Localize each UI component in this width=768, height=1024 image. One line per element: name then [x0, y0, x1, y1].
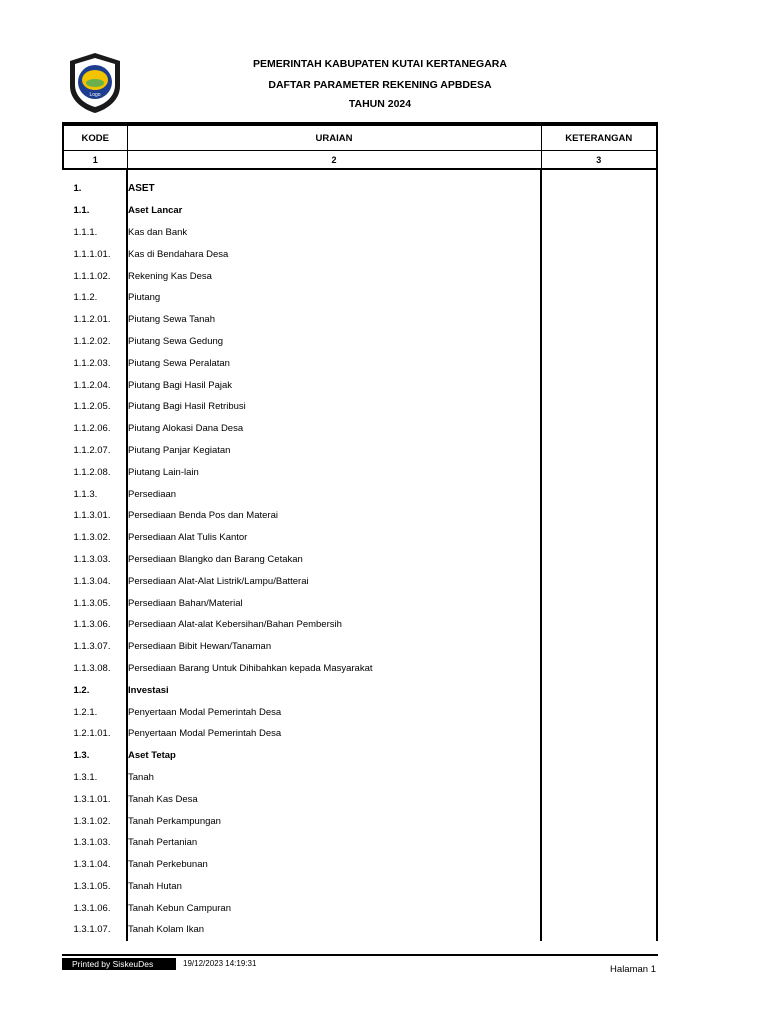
table-row	[63, 352, 657, 374]
account-description: Aset Tetap	[127, 745, 541, 767]
table-row	[63, 679, 657, 701]
column-number-1: 1	[63, 151, 127, 170]
table-row	[63, 723, 657, 745]
table-row	[63, 788, 657, 810]
account-code: 1.2.1.01.	[63, 723, 127, 745]
account-code: 1.1.2.07.	[63, 440, 127, 462]
account-description: Piutang	[127, 287, 541, 309]
column-header-keterangan: KETERANGAN	[541, 126, 657, 151]
column-number-row	[63, 151, 657, 170]
account-code: 1.1.3.07.	[63, 636, 127, 658]
table-row	[63, 505, 657, 527]
logo-text: Logo	[89, 92, 101, 98]
account-description: Tanah Perkebunan	[127, 854, 541, 876]
account-code: 1.1.2.06.	[63, 418, 127, 440]
table-row	[63, 265, 657, 287]
table-row	[63, 483, 657, 505]
table-row	[63, 592, 657, 614]
account-description: Tanah Kebun Campuran	[127, 897, 541, 919]
account-description: Tanah Hutan	[127, 876, 541, 898]
table-row	[63, 527, 657, 549]
account-description: Persediaan Barang Untuk Dihibahkan kepada Masyarakat	[127, 658, 541, 680]
table-row	[63, 854, 657, 876]
table-row	[63, 810, 657, 832]
table-row	[63, 832, 657, 854]
account-remark	[541, 788, 657, 810]
table-row	[63, 745, 657, 767]
account-code: 1.3.1.01.	[63, 788, 127, 810]
account-remark	[541, 614, 657, 636]
account-description: Persediaan Benda Pos dan Materai	[127, 505, 541, 527]
account-description: Persediaan Bahan/Material	[127, 592, 541, 614]
account-remark	[541, 309, 657, 331]
account-remark	[541, 592, 657, 614]
account-code: 1.3.1.02.	[63, 810, 127, 832]
account-description: ASET	[127, 178, 541, 200]
table-row	[63, 919, 657, 941]
account-remark	[541, 810, 657, 832]
column-number-3: 3	[541, 151, 657, 170]
account-description: Piutang Panjar Kegiatan	[127, 440, 541, 462]
account-code: 1.1.1.01.	[63, 243, 127, 265]
account-description: Persediaan Blangko dan Barang Cetakan	[127, 549, 541, 571]
footer-divider	[62, 954, 658, 956]
table-row	[63, 222, 657, 244]
account-code: 1.1.3.06.	[63, 614, 127, 636]
account-code: 1.3.1.06.	[63, 897, 127, 919]
account-description: Persediaan Alat-alat Kebersihan/Bahan Pembersih	[127, 614, 541, 636]
account-description: Tanah Pertanian	[127, 832, 541, 854]
account-description: Piutang Sewa Gedung	[127, 331, 541, 353]
table-row	[63, 287, 657, 309]
account-remark	[541, 200, 657, 222]
account-description: Rekening Kas Desa	[127, 265, 541, 287]
account-code: 1.2.	[63, 679, 127, 701]
account-remark	[541, 374, 657, 396]
account-description: Penyertaan Modal Pemerintah Desa	[127, 701, 541, 723]
account-description: Tanah	[127, 767, 541, 789]
account-code: 1.3.1.04.	[63, 854, 127, 876]
account-remark	[541, 505, 657, 527]
table-row	[63, 200, 657, 222]
account-code: 1.1.1.	[63, 222, 127, 244]
account-table	[62, 126, 658, 941]
account-code: 1.3.	[63, 745, 127, 767]
account-remark	[541, 222, 657, 244]
account-description: Piutang Bagi Hasil Retribusi	[127, 396, 541, 418]
account-code: 1.3.1.03.	[63, 832, 127, 854]
account-code: 1.1.2.	[63, 287, 127, 309]
table-row	[63, 331, 657, 353]
account-code: 1.1.2.02.	[63, 331, 127, 353]
column-number-2: 2	[127, 151, 541, 170]
table-row	[63, 614, 657, 636]
account-code: 1.1.2.08.	[63, 461, 127, 483]
account-remark	[541, 679, 657, 701]
account-remark	[541, 549, 657, 571]
table-row	[63, 396, 657, 418]
account-description: Piutang Alokasi Dana Desa	[127, 418, 541, 440]
account-remark	[541, 636, 657, 658]
account-description: Tanah Kolam Ikan	[127, 919, 541, 941]
account-description: Investasi	[127, 679, 541, 701]
account-code: 1.1.3.02.	[63, 527, 127, 549]
account-remark	[541, 396, 657, 418]
table-row	[63, 658, 657, 680]
table-row	[63, 309, 657, 331]
header-year: TAHUN 2024	[348, 98, 412, 110]
account-remark	[541, 440, 657, 462]
column-header-kode: KODE	[63, 126, 127, 151]
table-row	[63, 767, 657, 789]
table-row	[63, 876, 657, 898]
account-remark	[541, 745, 657, 767]
account-description: Penyertaan Modal Pemerintah Desa	[127, 723, 541, 745]
table-row	[63, 178, 657, 200]
header-title-1: PEMERINTAH KABUPATEN KUTAI KERTANEGARA	[253, 58, 507, 70]
account-code: 1.1.3.04.	[63, 570, 127, 592]
page-number: Halaman 1	[610, 964, 656, 975]
account-code: 1.1.	[63, 200, 127, 222]
account-description: Persediaan Bibit Hewan/Tanaman	[127, 636, 541, 658]
table-row	[63, 461, 657, 483]
table-row	[63, 243, 657, 265]
account-description: Persediaan Alat Tulis Kantor	[127, 527, 541, 549]
account-code: 1.3.1.07.	[63, 919, 127, 941]
account-code: 1.	[63, 178, 127, 200]
printed-by-label: Printed by SiskeuDes	[62, 958, 176, 970]
spacer-row	[63, 169, 657, 178]
account-code: 1.2.1.	[63, 701, 127, 723]
account-code: 1.1.2.05.	[63, 396, 127, 418]
account-code: 1.1.3.03.	[63, 549, 127, 571]
account-code: 1.1.1.02.	[63, 265, 127, 287]
table-row	[63, 570, 657, 592]
account-code: 1.1.2.03.	[63, 352, 127, 374]
account-remark	[541, 919, 657, 941]
column-header-uraian: URAIAN	[127, 126, 541, 151]
account-remark	[541, 658, 657, 680]
print-timestamp: 19/12/2023 14:19:31	[183, 959, 257, 968]
table-row	[63, 897, 657, 919]
account-description: Piutang Lain-lain	[127, 461, 541, 483]
account-remark	[541, 767, 657, 789]
account-remark	[541, 418, 657, 440]
account-remark	[541, 723, 657, 745]
account-description: Piutang Bagi Hasil Pajak	[127, 374, 541, 396]
account-remark	[541, 461, 657, 483]
account-remark	[541, 331, 657, 353]
account-remark	[541, 265, 657, 287]
table-row	[63, 701, 657, 723]
account-remark	[541, 527, 657, 549]
account-code: 1.1.3.08.	[63, 658, 127, 680]
account-code: 1.1.3.05.	[63, 592, 127, 614]
account-remark	[541, 701, 657, 723]
account-code: 1.1.2.04.	[63, 374, 127, 396]
account-remark	[541, 876, 657, 898]
table-header-row	[63, 126, 657, 151]
account-remark	[541, 243, 657, 265]
account-description: Aset Lancar	[127, 200, 541, 222]
account-description: Tanah Kas Desa	[127, 788, 541, 810]
table-row	[63, 636, 657, 658]
account-remark	[541, 483, 657, 505]
account-remark	[541, 287, 657, 309]
account-description: Tanah Perkampungan	[127, 810, 541, 832]
account-code: 1.3.1.	[63, 767, 127, 789]
account-description: Persediaan	[127, 483, 541, 505]
account-remark	[541, 178, 657, 200]
account-remark	[541, 570, 657, 592]
account-description: Persediaan Alat-Alat Listrik/Lampu/Batterai	[127, 570, 541, 592]
account-description: Kas di Bendahara Desa	[127, 243, 541, 265]
account-remark	[541, 854, 657, 876]
table-row	[63, 374, 657, 396]
account-remark	[541, 832, 657, 854]
account-description: Kas dan Bank	[127, 222, 541, 244]
account-description: Piutang Sewa Tanah	[127, 309, 541, 331]
account-remark	[541, 897, 657, 919]
table-row	[63, 418, 657, 440]
account-code: 1.3.1.05.	[63, 876, 127, 898]
header-title-2: DAFTAR PARAMETER REKENING APBDESA	[268, 79, 492, 91]
table-row	[63, 549, 657, 571]
account-description: Piutang Sewa Peralatan	[127, 352, 541, 374]
account-code: 1.1.3.01.	[63, 505, 127, 527]
account-code: 1.1.3.	[63, 483, 127, 505]
account-code: 1.1.2.01.	[63, 309, 127, 331]
logo-emblem	[68, 52, 122, 114]
table-row	[63, 440, 657, 462]
account-remark	[541, 352, 657, 374]
